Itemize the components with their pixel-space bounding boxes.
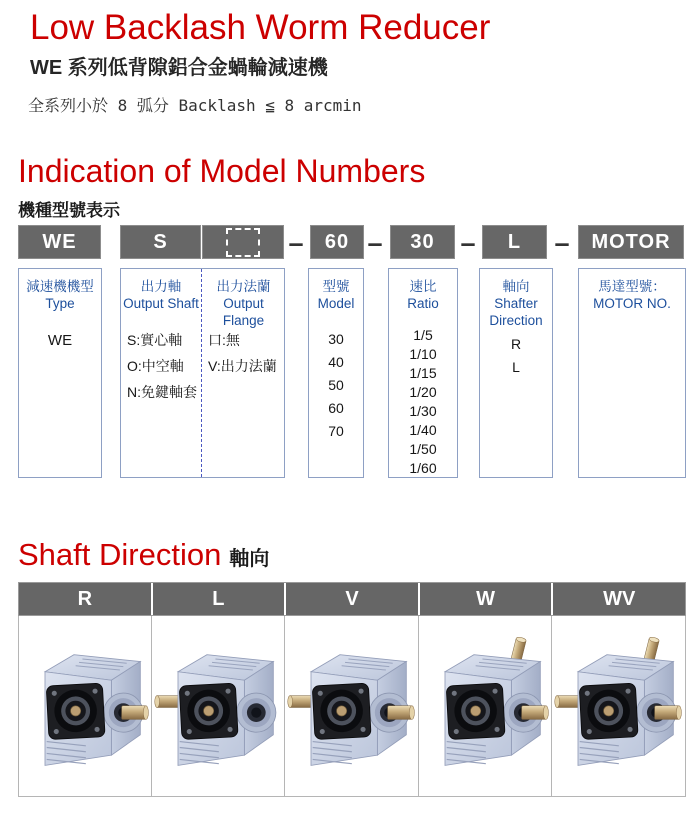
- code-box-ratio: 30: [390, 225, 455, 259]
- ratio-option: 1/60: [409, 460, 437, 476]
- model-option: 30: [328, 331, 344, 347]
- model-option: 50: [328, 377, 344, 393]
- shaft-direction-cell-w: [419, 616, 552, 796]
- legend-direction-box: [479, 268, 553, 478]
- ratio-option: 1/5: [413, 327, 433, 343]
- legend-type-value: WE: [47, 332, 73, 349]
- legend-direction-zh: 軸向: [502, 279, 530, 294]
- output-shaft-left: [555, 696, 582, 708]
- model-option: 70: [328, 423, 344, 439]
- output-shaft-option: O:中空軸: [127, 358, 184, 374]
- legend-ratio-zh: 速比: [409, 279, 437, 294]
- backlash-note: 全系列小於 8 弧分 Backlash ≦ 8 arcmin: [28, 96, 362, 115]
- shaft-direction-table: [18, 582, 686, 797]
- legend-model-en: Model: [317, 296, 355, 311]
- direction-option: L: [512, 359, 520, 375]
- legend-output-flange-en: Flange: [222, 313, 265, 328]
- model-option: 60: [328, 400, 344, 416]
- shaft-direction-cell-r: [19, 616, 152, 796]
- gearbox-output-shaft-both-worm-top-image: [554, 636, 682, 779]
- page-title: Low Backlash Worm Reducer: [30, 8, 491, 47]
- shaft-direction-header-wv: WV: [553, 583, 685, 615]
- shaft-direction-cell-l: [152, 616, 285, 796]
- legend-ratio-en: Ratio: [407, 296, 439, 311]
- model-numbers-heading: Indication of Model Numbers: [18, 153, 426, 189]
- legend-type-box: [18, 268, 102, 478]
- empty-flange-placeholder: [226, 228, 260, 257]
- output-shaft-option: S:實心軸: [127, 332, 183, 348]
- gearbox-output-shaft-right-image: [21, 636, 149, 779]
- input-flange: [313, 683, 372, 739]
- shaft-direction-header-l: L: [153, 583, 285, 615]
- code-box-model: 60: [310, 225, 364, 259]
- output-shaft-option: N:免鍵軸套: [127, 384, 197, 400]
- code-separator-dash: –: [288, 227, 304, 258]
- output-shaft-left: [288, 696, 315, 708]
- shaft-direction-header-r: R: [19, 583, 151, 615]
- ratio-option: 1/15: [409, 365, 437, 381]
- output-flange-option: 口:無: [208, 332, 240, 348]
- ratio-option: 1/10: [409, 346, 437, 362]
- gearbox-output-shaft-left-image: [154, 636, 282, 779]
- code-box-direction: L: [482, 225, 547, 259]
- legend-model-box: [308, 268, 364, 478]
- input-flange: [580, 683, 639, 739]
- shaft-direction-heading-zh: 軸向: [229, 548, 270, 570]
- code-box-motor: MOTOR: [578, 225, 684, 259]
- legend-output-flange-en: Output: [223, 296, 264, 311]
- output-shaft-right: [655, 706, 682, 720]
- legend-motor-box: [578, 268, 686, 478]
- code-separator-dash: –: [367, 227, 383, 258]
- output-shaft-right: [122, 706, 149, 720]
- gearbox-output-shaft-both-sides-image: [287, 636, 415, 779]
- ratio-option: 1/40: [409, 422, 437, 438]
- legend-motor-en: MOTOR NO.: [593, 296, 671, 311]
- shaft-direction-header-w: W: [420, 583, 552, 615]
- shaft-direction-cell-wv: [552, 616, 685, 796]
- output-shaft-right: [521, 706, 548, 720]
- model-numbers-heading-zh: 機種型號表示: [18, 201, 120, 220]
- ratio-option: 1/30: [409, 403, 437, 419]
- model-option: 40: [328, 354, 344, 370]
- input-flange: [46, 683, 105, 739]
- input-flange: [446, 683, 505, 739]
- input-flange: [179, 683, 238, 739]
- legend-ratio-box: [388, 268, 458, 478]
- gearbox-output-shaft-right-worm-top-image: [421, 636, 549, 779]
- legend-type-en: Type: [45, 296, 75, 311]
- legend-output-flange-zh: 出力法蘭: [216, 279, 271, 294]
- legend-type-zh: 減速機機型: [26, 279, 94, 294]
- code-box-output-shaft: S: [120, 225, 201, 259]
- code-box-series: WE: [18, 225, 101, 259]
- legend-direction-en: Shafter: [494, 296, 538, 311]
- legend-direction-en: Direction: [489, 313, 543, 328]
- code-box-output-flange: [202, 225, 284, 259]
- output-shaft-left: [155, 696, 182, 708]
- output-shaft-right: [388, 706, 415, 720]
- legend-output-shaft: [121, 269, 201, 477]
- shaft-direction-cell-v: [285, 616, 418, 796]
- shaft-direction-header-v: V: [286, 583, 418, 615]
- output-flange-option: V:出力法蘭: [208, 358, 277, 374]
- legend-output-flange: [201, 269, 285, 477]
- shaft-direction-heading: Shaft Direction: [18, 537, 222, 572]
- code-separator-dash: –: [554, 227, 570, 258]
- code-separator-dash: –: [460, 227, 476, 258]
- legend-motor-zh: 馬達型號：: [598, 279, 666, 294]
- ratio-option: 1/20: [409, 384, 437, 400]
- output-boss: [237, 693, 276, 732]
- legend-output-shaft-zh: 出力軸: [140, 279, 182, 294]
- legend-output-shaft-en: Output Shaft: [123, 296, 199, 311]
- legend-model-zh: 型號: [322, 279, 350, 294]
- ratio-option: 1/50: [409, 441, 437, 457]
- direction-option: R: [510, 336, 522, 352]
- page-subtitle-zh: WE 系列低背隙鋁合金蝸輪減速機: [30, 57, 328, 79]
- legend-shaft-flange-box: [120, 268, 285, 478]
